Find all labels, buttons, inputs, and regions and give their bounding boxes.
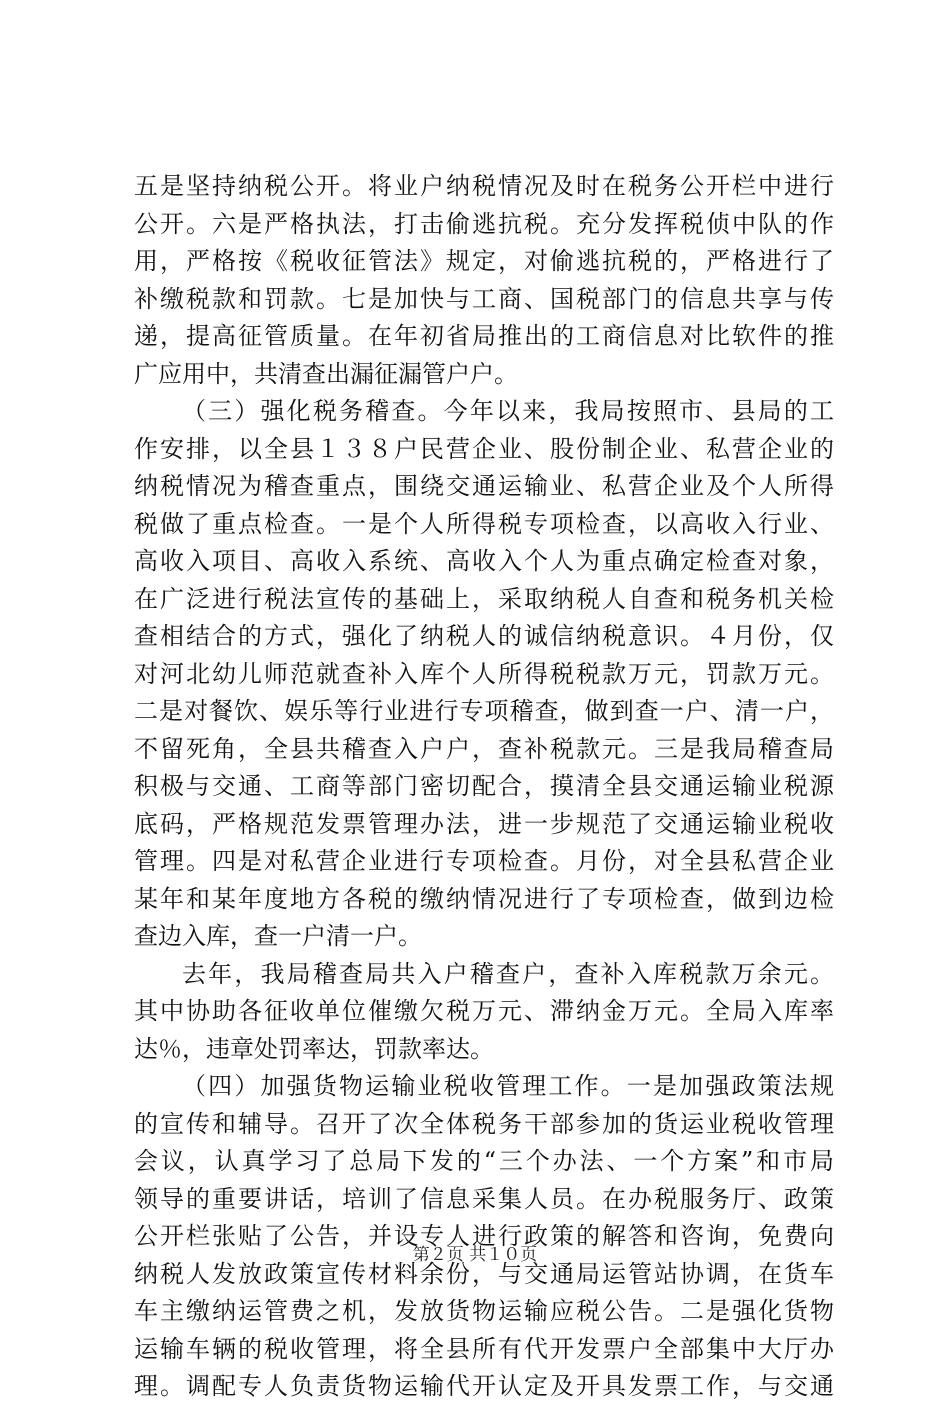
- text-line: 管理。四是对私营企业进行专项检查。月份，对全县私营企业: [134, 847, 834, 875]
- text-line: 作安排，以全县１３８户民营企业、股份制企业、私营企业的: [134, 434, 834, 463]
- text-line: 递，提高征管质量。在年初省局推出的工商信息对比软件的推: [134, 322, 834, 350]
- text-line: 查边入库，查一户清一户。: [134, 922, 422, 950]
- text-line: 税做了重点检查。一是个人所得税专项检查，以高收入行业、: [134, 509, 834, 538]
- paragraph-first-line: （四）加强货物运输业税收管理工作。一是加强政策法规: [182, 1072, 834, 1100]
- paragraph-first-line: （三）强化税务稽查。今年以来，我局按照市、县局的工: [182, 397, 834, 425]
- text-line: 纳税情况为稽查重点，围绕交通运输业、私营企业及个人所得: [134, 472, 834, 500]
- text-line: 在广泛进行税法宣传的基础上，采取纳税人自查和税务机关检: [134, 584, 834, 613]
- text-line: 用，严格按《税收征管法》规定，对偷逃抗税的，严格进行了: [134, 247, 834, 275]
- text-line: 的宣传和辅导。召开了次全体税务干部参加的货运业税收管理: [134, 1109, 834, 1138]
- text-line: 理。调配专人负责货物运输代开认定及开具发票工作，与交通: [134, 1372, 834, 1400]
- text-line: 补缴税款和罚款。七是加快与工商、国税部门的信息共享与传: [134, 284, 834, 313]
- page-number: 第２页 共１０页: [412, 1245, 538, 1265]
- text-line: 公开。六是严格执法，打击偷逃抗税。充分发挥税侦中队的作: [134, 209, 834, 238]
- text-line: 底码，严格规范发票管理办法，进一步规范了交通运输业税收: [134, 809, 834, 838]
- text-line: 纳税人发放政策宣传材料余份，与交通局运管站协调，在货车: [134, 1259, 834, 1288]
- text-line: 查相结合的方式，强化了纳税人的诚信纳税意识。４月份，仅: [134, 622, 834, 650]
- body-text: [134, 168, 834, 1406]
- text-line: 会议，认真学习了总局下发的“三个办法、一个方案”和市局: [134, 1147, 834, 1175]
- text-line: 广应用中，共清查出漏征漏管户户。: [134, 359, 518, 388]
- text-line: 领导的重要讲话，培训了信息采集人员。在办税服务厅、政策: [134, 1184, 834, 1213]
- paragraph-first-line: 去年，我局稽查局共入户稽查户，查补入库税款万余元。: [182, 959, 834, 988]
- text-line: 二是对餐饮、娱乐等行业进行专项稽查，做到查一户、清一户，: [134, 697, 834, 725]
- text-line: 五是坚持纳税公开。将业户纳税情况及时在税务公开栏中进行: [134, 172, 834, 200]
- text-line: 对河北幼儿师范就查补入库个人所得税税款万元，罚款万元。: [134, 659, 834, 688]
- text-line: 达％，违章处罚率达，罚款率达。: [134, 1034, 494, 1063]
- text-line: 车主缴纳运管费之机，发放货物运输应税公告。二是强化货物: [134, 1297, 834, 1325]
- text-line: 不留死角，全县共稽查入户户，查补税款元。三是我局稽查局: [134, 734, 834, 763]
- text-line: 高收入项目、高收入系统、高收入个人为重点确定检查对象，: [134, 547, 834, 575]
- text-line: 运输车辆的税收管理，将全县所有代开发票户全部集中大厅办: [134, 1334, 834, 1363]
- text-line: 公开栏张贴了公告，并设专人进行政策的解答和咨询，免费向: [134, 1222, 834, 1250]
- text-line: 积极与交通、工商等部门密切配合，摸清全县交通运输业税源: [134, 772, 834, 800]
- text-line: 某年和某年度地方各税的缴纳情况进行了专项检查，做到边检: [134, 884, 834, 913]
- text-line: 其中协助各征收单位催缴欠税万元、滞纳金万元。全局入库率: [134, 997, 834, 1025]
- page-footer: [0, 1243, 950, 1267]
